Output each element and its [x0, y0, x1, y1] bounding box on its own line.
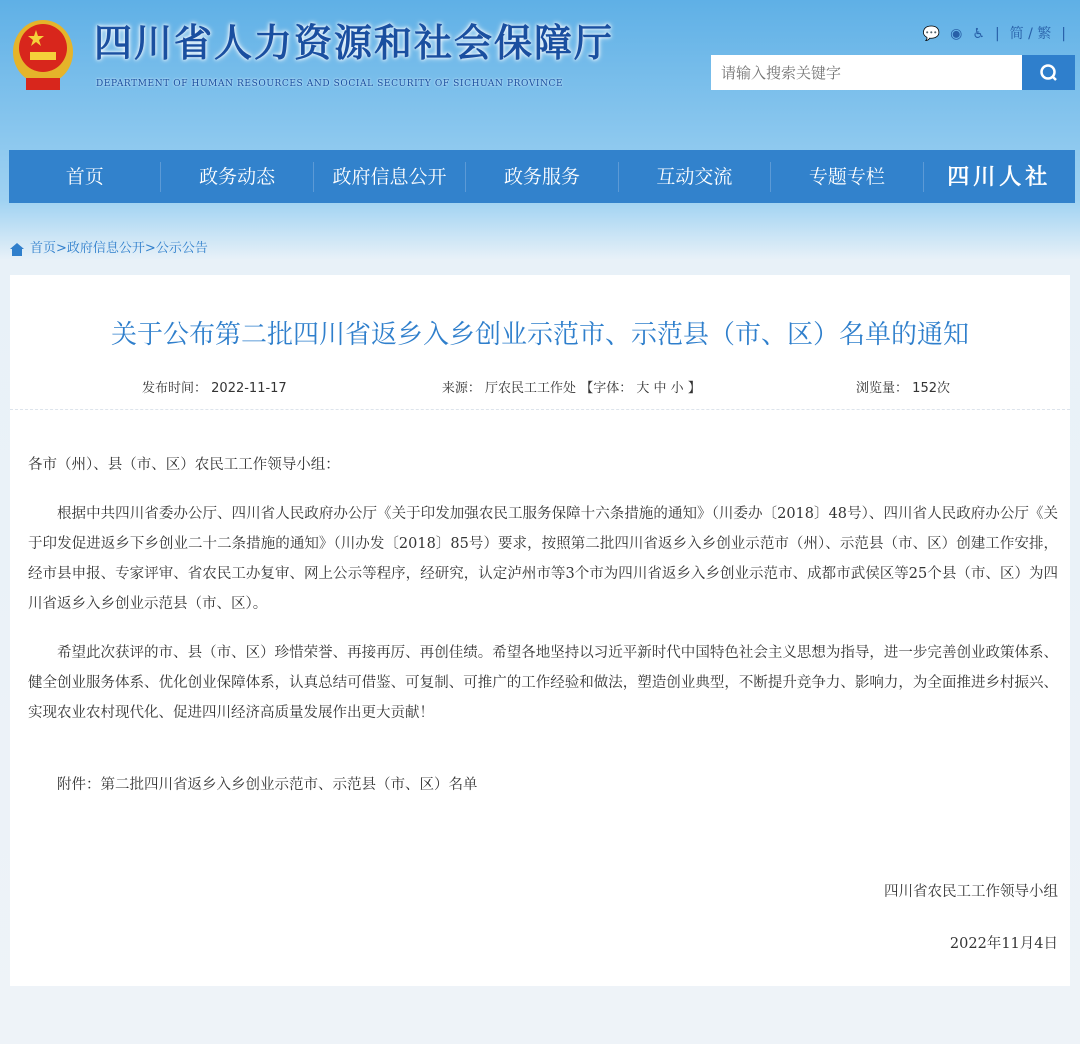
- font-size-label: 【字体：: [580, 381, 633, 396]
- site-header: [0, 0, 1080, 140]
- nav-special-topics[interactable]: 专题专栏: [771, 162, 923, 192]
- publish-date: 2022-11-17: [211, 381, 287, 396]
- article-title: 关于公布第二批四川省返乡入乡创业示范市、示范县（市、区）名单的通知: [110, 320, 969, 350]
- font-large-button[interactable]: 大: [636, 381, 650, 396]
- language-toggle[interactable]: 简 / 繁: [1009, 26, 1052, 42]
- search-input[interactable]: [711, 55, 1022, 90]
- font-medium-button[interactable]: 中: [653, 381, 667, 396]
- breadcrumb-announcements[interactable]: >公示公告: [144, 241, 208, 256]
- site-subtitle: DEPARTMENT OF HUMAN RESOURCES AND SOCIAL SECURITY OF SICHUAN PROVINCE: [96, 79, 564, 89]
- header-tools: [923, 24, 1066, 44]
- breadcrumb-info-disclosure[interactable]: >政府信息公开: [56, 241, 145, 256]
- view-count: 152次: [912, 381, 950, 396]
- search-icon: [1039, 63, 1059, 83]
- paragraph: 希望此次获评的市、县（市、区）珍惜荣誉、再接再厉、再创佳绩。希望各地坚持以习近平新时代中国特色社会主义思想为指导，进一步完善创业政策体系、健全创业服务体系、优化创业保障体系，认真总结可借鉴、可复制、可推广的工作经验和做法，塑造创业典型，不断提升竞争力、影响力，为全面推进乡村振兴、实现农业农村现代化、促进四川经济高质量发展作出更大贡献！: [28, 645, 1058, 721]
- publish-label: 发布时间：: [142, 381, 208, 396]
- weibo-icon[interactable]: ◉: [950, 26, 963, 42]
- source-label: 来源：: [441, 381, 481, 396]
- search-button[interactable]: [1022, 55, 1075, 90]
- paragraph: 根据中共四川省委办公厅、四川省人民政府办公厅《关于印发加强农民工服务保障十六条措施的通知》（川委办〔2018〕48号）、四川省人民政府办公厅《关于印发促进返乡下乡创业二十二条措施的通知》（川办发〔2018〕85号）要求，按照第二批四川省返乡入乡创业示范市（州）、示范县（市、区）创建工作安排，经市县申报、专家评审、省农民工办复审、网上公示等程序，经研究，认定泸州市等3个市为四川省返乡入乡创业示范市、成都市武侯区等25个县（市、区）为四川省返乡入乡创业示范县（市、区）。: [28, 506, 1058, 612]
- attachment-link[interactable]: 附件：第二批四川省返乡入乡创业示范市、示范县（市、区）名单: [57, 777, 478, 793]
- source: 厅农民工工作处: [485, 381, 577, 396]
- breadcrumb-home[interactable]: 首页: [30, 241, 57, 256]
- main-nav: [9, 150, 1075, 203]
- divider: |: [994, 26, 1000, 42]
- divider: |: [1061, 26, 1066, 42]
- salutation: 各市（州）、县（市、区）农民工工作领导小组：: [28, 457, 340, 473]
- search-bar: [711, 55, 1075, 90]
- nav-services[interactable]: 政务服务: [466, 162, 618, 192]
- article-meta: [10, 379, 1070, 399]
- nav-home[interactable]: 首页: [9, 162, 161, 192]
- wechat-icon[interactable]: 💬: [922, 26, 941, 42]
- nav-sichuan-hrss-logo[interactable]: 四川人社: [947, 163, 1052, 190]
- signature-date: 2022年11月4日: [949, 936, 1058, 952]
- home-icon: [10, 243, 24, 256]
- signature: 四川省农民工工作领导小组: [884, 884, 1058, 900]
- views-label: 浏览量：: [856, 381, 909, 396]
- article-container: [10, 275, 1070, 986]
- nav-news[interactable]: 政务动态: [161, 162, 313, 192]
- nav-info-disclosure[interactable]: 政府信息公开: [314, 162, 466, 192]
- site-title[interactable]: 四川省人力资源和社会保障厅: [94, 20, 615, 65]
- article-body: [10, 450, 1070, 800]
- breadcrumb: [10, 239, 1080, 259]
- nav-interaction[interactable]: 互动交流: [619, 162, 771, 192]
- accessibility-icon[interactable]: ♿: [972, 26, 985, 42]
- national-emblem-icon: [12, 18, 74, 94]
- font-small-button[interactable]: 小: [670, 381, 684, 396]
- font-size-close: 】: [687, 381, 701, 396]
- divider: [10, 409, 1070, 410]
